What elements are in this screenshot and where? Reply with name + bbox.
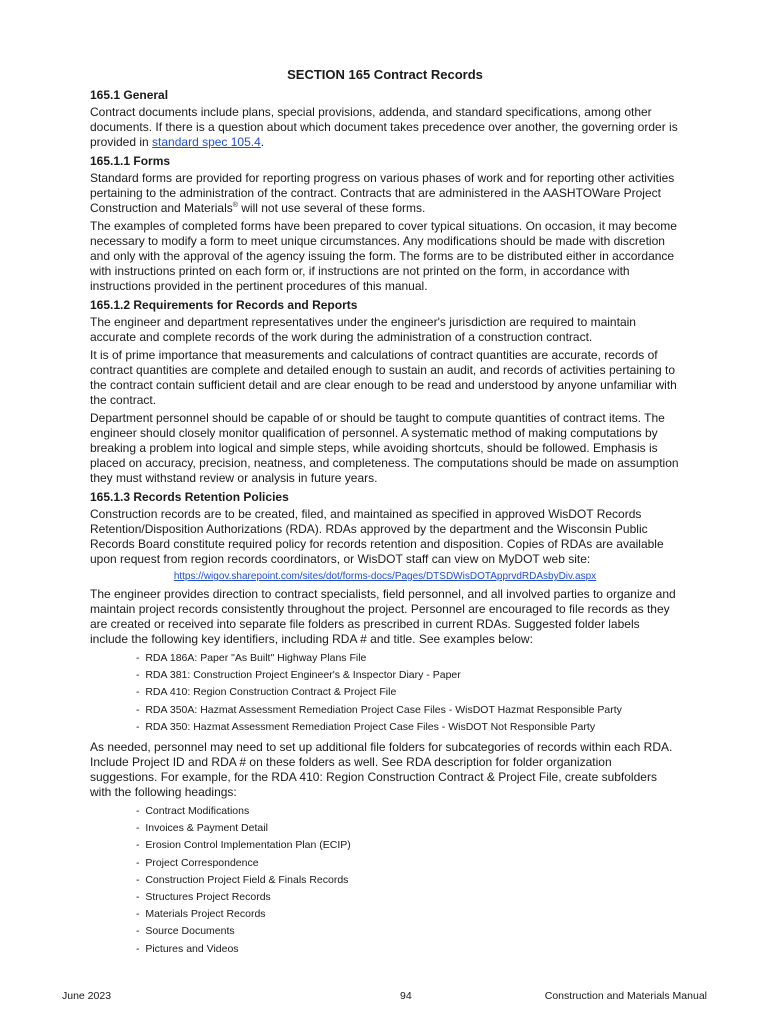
retention-paragraph-3: As needed, personnel may need to set up additional file folders for subcategories of records within each RDA. Include Project ID and RDA # on these folders as well. See RDA description for folder organization suggestions. For example, for the RDA 410: Region Construction Contract & Project File, create subfolders with the following headings: [90,740,673,800]
general-paragraph [90,105,680,150]
requirements-paragraph-1: The engineer and department representatives under the engineer's jurisdiction are required to maintain accurate and complete records of the work during the administration of a construction contract. [90,315,636,344]
list-item: - RDA 381: Construction Project Engineer's & Inspector Diary - Paper [136,667,680,684]
list-item: - RDA 186A: Paper "As Built" Highway Plans File [136,650,680,667]
footer-manual-title: Construction and Materials Manual [544,990,707,1002]
rda-list [90,650,680,736]
list-item: - RDA 410: Region Construction Contract & Project File [136,684,680,701]
standard-spec-link[interactable]: standard spec 105.4 [152,135,261,149]
list-item: - RDA 350A: Hazmat Assessment Remediation Project Case Files - WisDOT Hazmat Responsible Party [136,702,680,719]
heading-165-1-3: 165.1.3 Records Retention Policies [90,490,289,504]
retention-paragraph-1: Construction records are to be created, filed, and maintained as specified in approved WisDOT Records Retention/Disposition Authorizations (RDA). RDAs approved by the department and the Wisconsin Public Records Board constitute required policy for records retention and disposition. Copies of RDAs are available upon request from region records coordinators, or WisDOT staff can view on MyDOT web site: [90,507,664,566]
forms-paragraph-2: The examples of completed forms have been prepared to cover typical situations. On occasion, it may become necessary to modify a form to meet unique circumstances. Any modifications should be made with discretion and only with the approval of the agency issuing the form. The forms are to be distributed either in accordance with instructions printed on each form or, if instructions are not printed on the form, in accordance with instructions provided in the pertinent procedures of this manual. [90,219,677,293]
heading-165-1-2: 165.1.2 Requirements for Records and Reports [90,298,358,312]
general-text: Contract documents include plans, special provisions, addenda, and standard specifications, among other documents. If there is a question about which document takes precedence over another, the governing order is provided in [90,105,678,149]
mydot-url-link[interactable]: https://wigov.sharepoint.com/sites/dot/forms-docs/Pages/DTSDWisDOTApprvdRDAsbyDiv.aspx [173,571,597,582]
list-item: - Pictures and Videos [136,941,680,958]
list-item: - RDA 350: Hazmat Assessment Remediation Project Case Files - WisDOT Not Responsible Party [136,719,680,736]
section-title: SECTION 165 Contract Records [287,67,483,82]
forms-text: Standard forms are provided for reporting progress on various phases of work and for reporting other activities pertaining to the administration of the contract. Contracts that are administered in the AASHTOWare Project Construction and Materials [90,171,675,215]
footer-date: June 2023 [62,990,112,1002]
heading-165-1: 165.1 General [90,88,169,102]
list-item: - Project Correspondence [136,855,680,872]
heading-165-1-1: 165.1.1 Forms [90,154,171,168]
requirements-paragraph-3: Department personnel should be capable of or should be taught to compute quantities of contract items. The engineer should closely monitor qualification of personnel. A systematic method of making computations by breaking a problem into logical and simple steps, while avoiding shortcuts, should be followed. Emphasis is placed on accuracy, precision, neatness, and completeness. The computations should be made on assumption they must withstand review or analysis in future years. [90,411,679,485]
retention-paragraph-2: The engineer provides direction to contract specialists, field personnel, and all involved parties to organize and maintain project records consistently throughout the project. Personnel are encouraged to file records as they are created or received into separate file folders as prescribed in current RDAs. Suggested folder labels include the following key identifiers, including RDA # and title. See examples below: [90,587,676,646]
page-content [90,66,680,962]
list-item: - Erosion Control Implementation Plan (ECIP) [136,837,680,854]
mydot-url-line [90,570,680,584]
registered-mark: ® [232,202,238,209]
forms-text-end: will not use several of these forms. [237,201,426,215]
subfolder-list [90,803,680,958]
footer-page-number: 94 [400,990,412,1002]
general-text-end: . [260,135,265,149]
list-item: - Construction Project Field & Finals Records [136,872,680,889]
list-item: - Contract Modifications [136,803,680,820]
requirements-paragraph-2: It is of prime importance that measurements and calculations of contract quantities are accurate, records of contract quantities are complete and detailed enough to sustain an audit, and records of activities pertaining to the contract contain sufficient detail and are clear enough to be read and understood by anyone unfamiliar with the contract. [90,348,677,407]
list-item: - Source Documents [136,923,680,940]
list-item: - Materials Project Records [136,906,680,923]
list-item: - Invoices & Payment Detail [136,820,680,837]
page-footer [62,990,707,1004]
list-item: - Structures Project Records [136,889,680,906]
forms-paragraph-1 [90,171,680,216]
